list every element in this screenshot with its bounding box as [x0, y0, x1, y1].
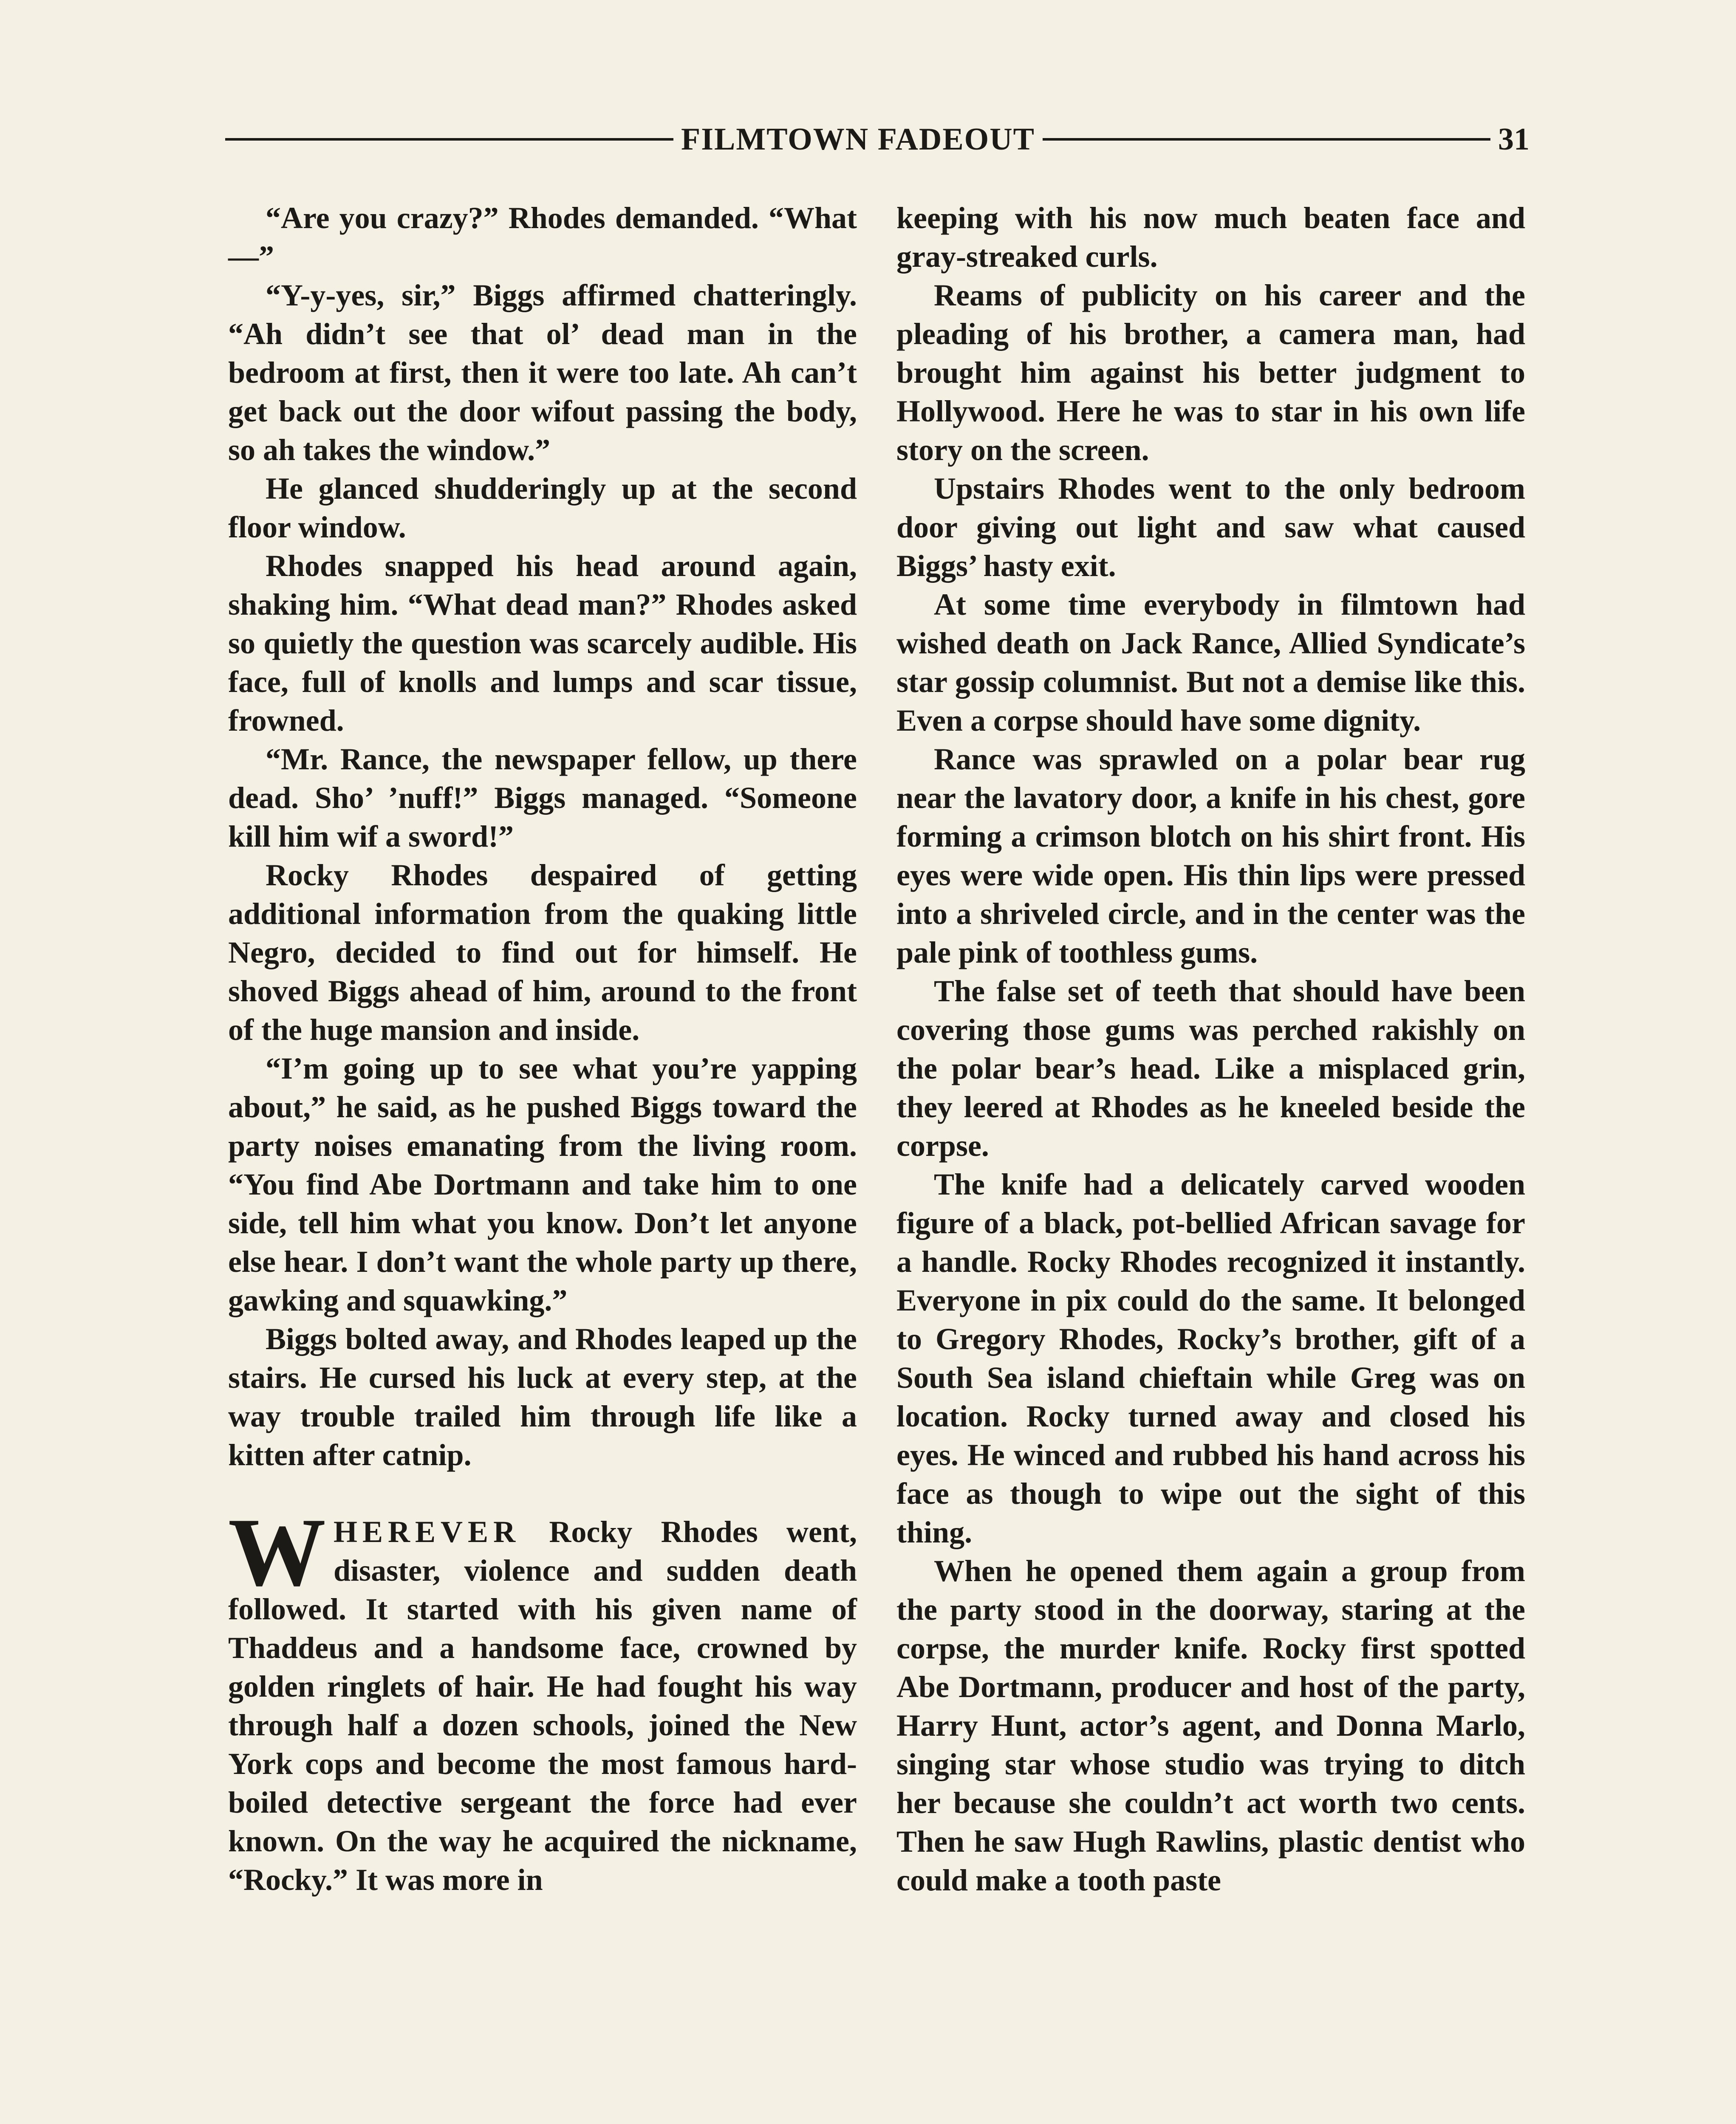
paragraph: At some time everybody in filmtown had wished death on Jack Rance, Allied Syndicate’s star gossip columnist. But not a demise like this. Even a corpse should have some dignity.: [896, 587, 1525, 737]
paragraph: He glanced shudderingly up at the second floor window.: [228, 472, 857, 544]
paragraph: Biggs bolted away, and Rhodes leaped up the stairs. He cursed his luck at every step, at the way trouble trailed him through life like a kitten after catnip.: [228, 1322, 857, 1472]
section-opening-paragraph: [228, 1498, 857, 1899]
paragraph: Rance was sprawled on a polar bear rug near the lavatory door, a knife in his chest, gore forming a crimson blotch on his shirt front. His eyes were wide open. His thin lips were pressed into a shriveled circle, and in the center was the pale pink of toothless gums.: [896, 742, 1525, 969]
paragraph: The false set of teeth that should have been covering those gums was perched rakishly on the polar bear’s head. Like a misplaced grin, they leered at Rhodes as he kneeled beside the corpse.: [896, 974, 1525, 1163]
header-rule-left: [225, 138, 673, 141]
paragraph: “Are you crazy?” Rhodes demanded. “What—”: [228, 201, 857, 274]
paragraph: Rhodes snapped his head around again, shaking him. “What dead man?” Rhodes asked so quietly the question was scarcely audible. His face, full of knolls and lumps and scar tissue, frowned.: [228, 549, 857, 737]
paragraph-text: Rocky Rhodes went, disaster, violence and sudden death followed. It started with his given name of Thaddeus and a handsome face, crowned by golden ringlets of hair. He had fought his way through half a dozen schools, joined the New York cops and become the most famous hard-boiled detective sergeant the force had ever known. On the way he acquired the nickname, “Rocky.” It was more in: [228, 1515, 857, 1897]
page-number: 31: [1498, 121, 1530, 157]
running-header: [225, 114, 1530, 165]
drop-cap: W: [228, 1498, 326, 1606]
paragraph: Upstairs Rhodes went to the only bedroom door giving out light and saw what caused Biggs’ hasty exit.: [896, 472, 1525, 583]
paragraph: When he opened them again a group from the party stood in the doorway, staring at the corpse, the murder knife. Rocky first spotted Abe Dortmann, producer and host of the party, Harry Hunt, actor’s agent, and Donna Marlo, singing star whose studio was trying to ditch her because she couldn’t act worth two cents. Then he saw Hugh Rawlins, plastic dentist who could make a tooth paste: [896, 1554, 1525, 1897]
paragraph-continued: keeping with his now much beaten face and gray-streaked curls.: [896, 201, 1525, 274]
right-column: [896, 199, 1525, 1900]
header-rule-right: [1043, 138, 1490, 141]
left-column: [228, 199, 857, 1899]
small-caps-word: HEREVER: [334, 1515, 521, 1549]
paragraph: “Mr. Rance, the newspaper fellow, up there dead. Sho’ ’nuff!” Biggs managed. “Someone kill him wif a sword!”: [228, 742, 857, 853]
paragraph: Reams of publicity on his career and the pleading of his brother, a camera man, had brought him against his better judgment to Hollywood. Here he was to star in his own life story on the screen.: [896, 278, 1525, 467]
paragraph: The knife had a delicately carved wooden figure of a black, pot-bellied African savage for a handle. Rocky Rhodes recognized it instantly. Everyone in pix could do the same. It belonged to Gregory Rhodes, Rocky’s brother, gift of a South Sea island chieftain while Greg was on location. Rocky turned away and closed his eyes. He winced and rubbed his hand across his face as though to wipe out the sight of this thing.: [896, 1167, 1525, 1549]
paragraph: “I’m going up to see what you’re yapping about,” he said, as he pushed Biggs toward the party noises emanating from the living room. “You find Abe Dortmann and take him to one side, tell him what you know. Don’t let anyone else hear. I don’t want the whole party up there, gawking and squawking.”: [228, 1051, 857, 1317]
paragraph: Rocky Rhodes despaired of getting additional information from the quaking little Negro, decided to find out for himself. He shoved Biggs ahead of him, around to the front of the huge mansion and inside.: [228, 858, 857, 1047]
running-title: FILMTOWN FADEOUT: [681, 121, 1035, 157]
paragraph: “Y-y-yes, sir,” Biggs affirmed chatteringly. “Ah didn’t see that ol’ dead man in the bedroom at first, then it were too late. Ah can’t get back out the door wifout passing the body, so ah takes the window.”: [228, 278, 857, 467]
